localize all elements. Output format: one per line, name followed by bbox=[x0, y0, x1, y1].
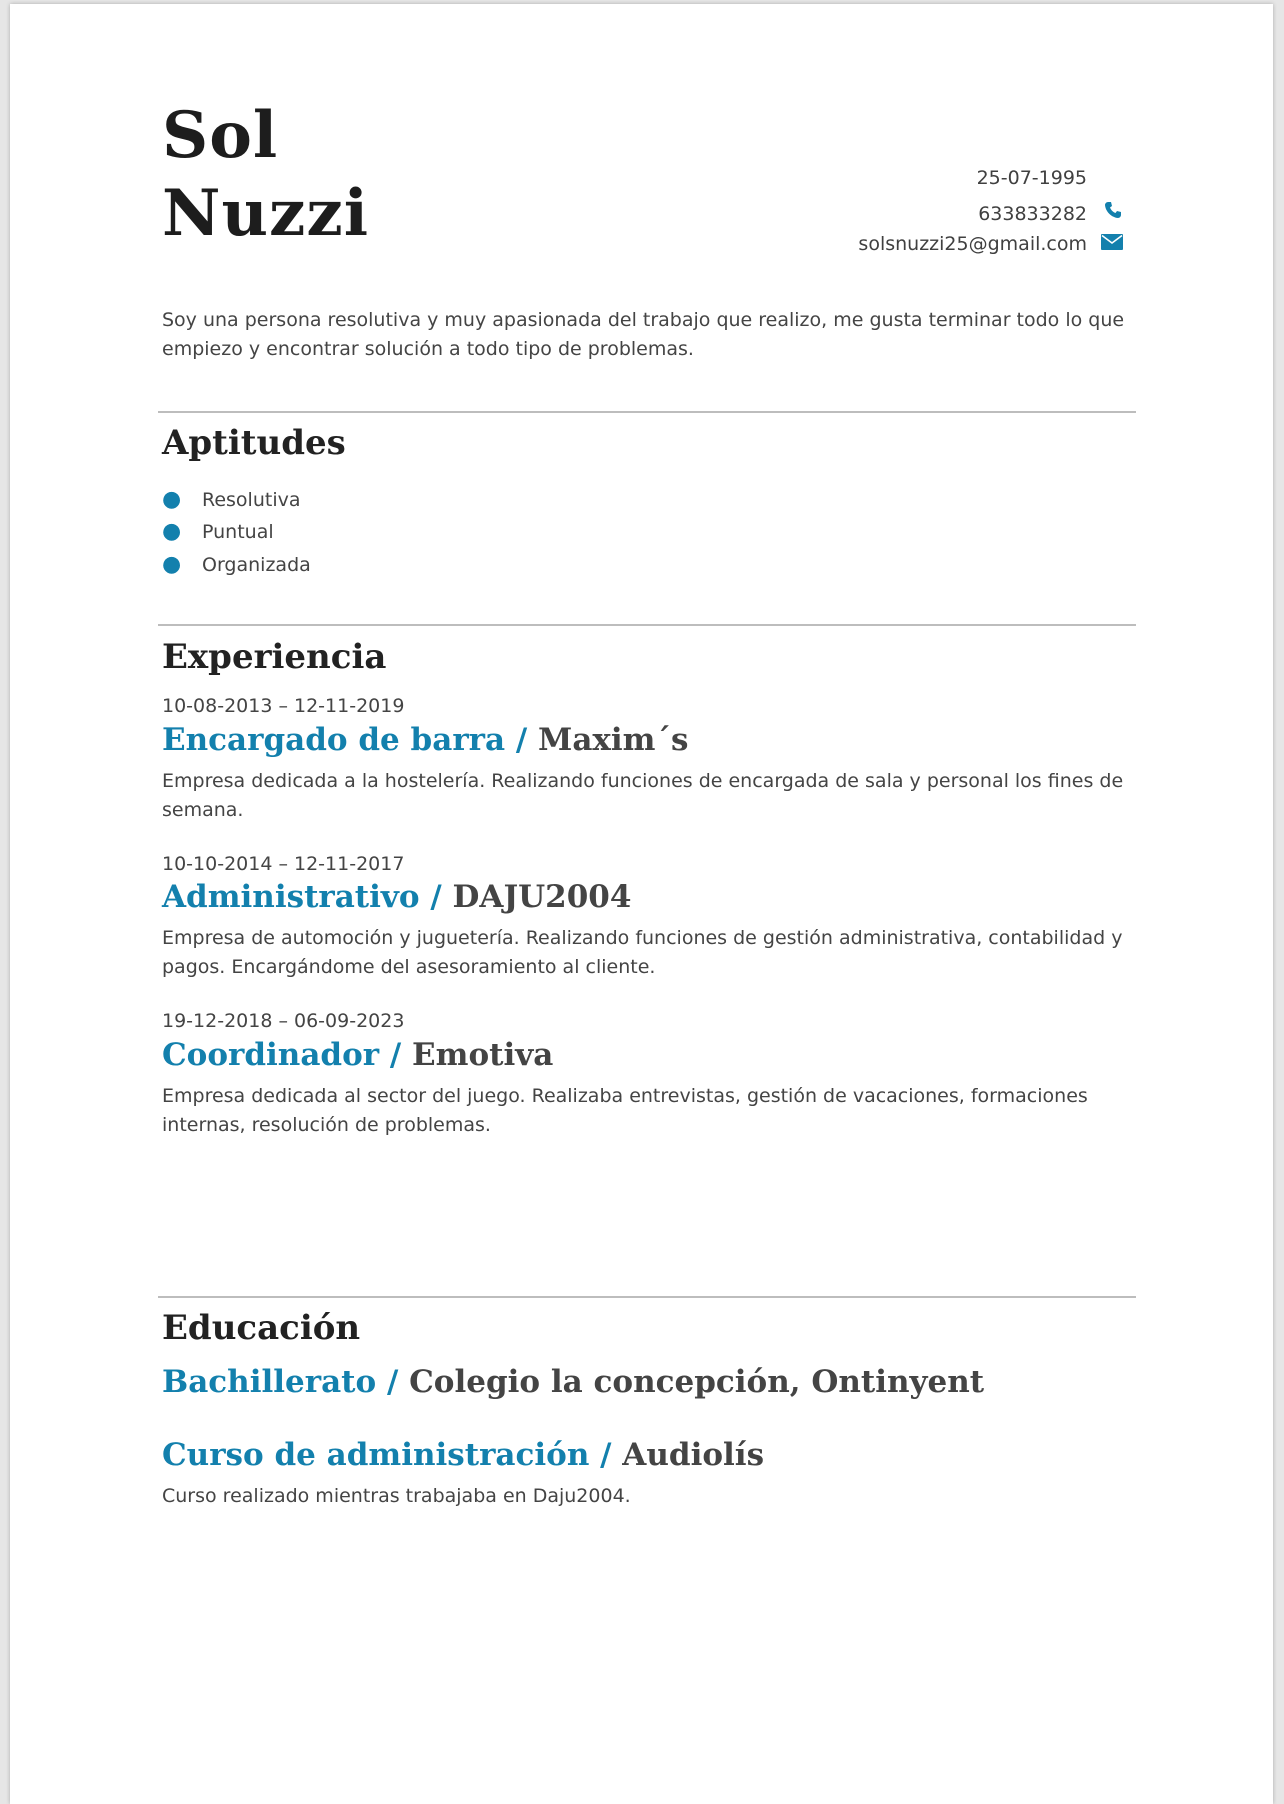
summary-text: Soy una persona resolutiva y muy apasionada del trabajo que realizo, me gusta terminar todo lo que empiezo y encontrar solución a todo tipo de problemas. bbox=[162, 309, 1125, 360]
resume-page bbox=[10, 4, 1273, 1804]
education-title: Curso de administración / Audiolís bbox=[162, 1437, 765, 1473]
job-title: Coordinador / Emotiva bbox=[162, 1037, 554, 1073]
skill-item: ● Resolutiva bbox=[162, 487, 301, 512]
education-description: Curso realizado mientras trabajaba en Daju2004. bbox=[162, 1485, 631, 1507]
job-dates: 19-12-2018 – 06-09-2023 bbox=[162, 1010, 405, 1032]
job-description: Empresa dedicada a la hostelería. Realizando funciones de encargada de sala y personal los fines de semana. bbox=[162, 770, 1124, 821]
job-title: Encargado de barra / Maxim´s bbox=[162, 722, 689, 758]
job-description: Empresa de automoción y juguetería. Realizando funciones de gestión administrativa, contabilidad y pagos. Encargándome del asesoramiento al cliente. bbox=[162, 927, 1123, 978]
divider bbox=[158, 411, 1136, 413]
email-row bbox=[703, 233, 1123, 256]
skill-item: ● Organizada bbox=[162, 552, 311, 577]
bullet-icon: ● bbox=[162, 519, 182, 544]
birth-date-row bbox=[703, 167, 1123, 190]
divider bbox=[158, 1296, 1136, 1298]
email-address: solsnuzzi25@gmail.com bbox=[858, 233, 1087, 255]
job-dates: 10-10-2014 – 12-11-2017 bbox=[162, 853, 405, 875]
experience-heading: Experiencia bbox=[162, 637, 387, 677]
phone-row bbox=[703, 200, 1123, 226]
last-name: Nuzzi bbox=[162, 176, 370, 251]
phone-icon bbox=[1099, 200, 1123, 226]
bullet-icon: ● bbox=[162, 487, 182, 512]
skill-item: ● Puntual bbox=[162, 519, 274, 544]
skills-heading: Aptitudes bbox=[162, 423, 346, 463]
job-title: Administrativo / DAJU2004 bbox=[162, 879, 632, 915]
bullet-icon: ● bbox=[162, 552, 182, 577]
job-dates: 10-08-2013 – 12-11-2019 bbox=[162, 695, 405, 717]
divider bbox=[158, 624, 1136, 626]
job-description: Empresa dedicada al sector del juego. Realizaba entrevistas, gestión de vacaciones, formaciones internas, resolución de problemas. bbox=[162, 1085, 1088, 1136]
phone-number: 633833282 bbox=[978, 203, 1087, 225]
education-heading: Educación bbox=[162, 1308, 361, 1348]
education-title: Bachillerato / Colegio la concepción, Ontinyent bbox=[162, 1364, 985, 1400]
first-name: Sol bbox=[162, 98, 279, 173]
envelope-icon bbox=[1099, 233, 1123, 256]
birth-date: 25-07-1995 bbox=[976, 167, 1087, 189]
